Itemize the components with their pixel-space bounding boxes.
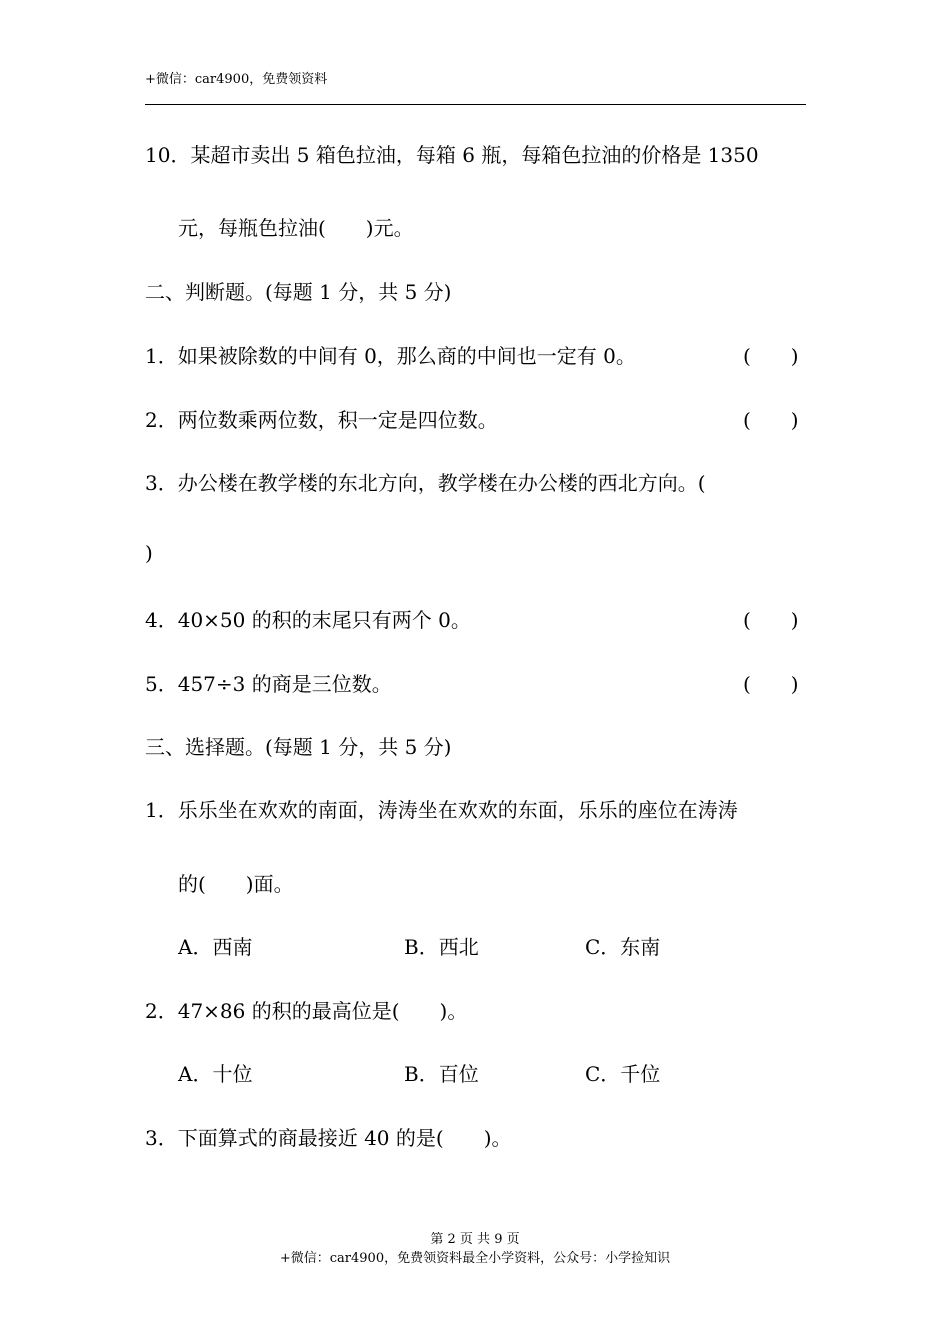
judge-item-2-bracket: ( ) xyxy=(743,408,799,432)
judge-item-5: 5．457÷3 的商是三位数。 xyxy=(145,672,392,696)
choice-q1-line2: 的( )面。 xyxy=(178,872,294,896)
choice-q3: 3．下面算式的商最接近 40 的是( )。 xyxy=(145,1126,512,1150)
judge-item-1: 1．如果被除数的中间有 0，那么商的中间也一定有 0。 xyxy=(145,344,636,368)
judge-item-3: 3．办公楼在教学楼的东北方向，教学楼在办公楼的西北方向。( xyxy=(145,471,706,495)
header-watermark: +微信：car4900，免费领资料 xyxy=(145,72,328,87)
judge-item-4-bracket: ( ) xyxy=(743,608,799,632)
judge-item-1-bracket: ( ) xyxy=(743,344,799,368)
judge-heading: 二、判断题。(每题 1 分，共 5 分) xyxy=(145,280,452,304)
choice-heading: 三、选择题。(每题 1 分，共 5 分) xyxy=(145,735,452,759)
q10-line1: 10．某超市卖出 5 箱色拉油，每箱 6 瓶，每箱色拉油的价格是 1350 xyxy=(145,143,759,167)
q10-line2: 元，每瓶色拉油( )元。 xyxy=(178,216,414,240)
choice-q1-line1: 1．乐乐坐在欢欢的南面，涛涛坐在欢欢的东面，乐乐的座位在涛涛 xyxy=(145,798,738,822)
choice-q2-option-c: C．千位 xyxy=(585,1062,661,1086)
footer-watermark: +微信：car4900，免费领资料最全小学资料，公众号：小学捡知识 xyxy=(279,1251,671,1266)
judge-item-5-bracket: ( ) xyxy=(743,672,799,696)
choice-q1-option-a: A．西南 xyxy=(178,935,253,959)
choice-q2: 2．47×86 的积的最高位是( )。 xyxy=(145,999,468,1023)
judge-item-4: 4．40×50 的积的末尾只有两个 0。 xyxy=(145,608,471,632)
choice-q2-option-b: B．百位 xyxy=(404,1062,479,1086)
choice-q2-option-a: A．十位 xyxy=(178,1062,253,1086)
header-rule xyxy=(145,104,806,105)
choice-q1-option-b: B．西北 xyxy=(404,935,479,959)
footer-page-number: 第 2 页 共 9 页 xyxy=(430,1232,520,1247)
judge-item-2: 2．两位数乘两位数，积一定是四位数。 xyxy=(145,408,498,432)
judge-item-3-cont: ) xyxy=(145,541,153,565)
choice-q1-option-c: C．东南 xyxy=(585,935,661,959)
